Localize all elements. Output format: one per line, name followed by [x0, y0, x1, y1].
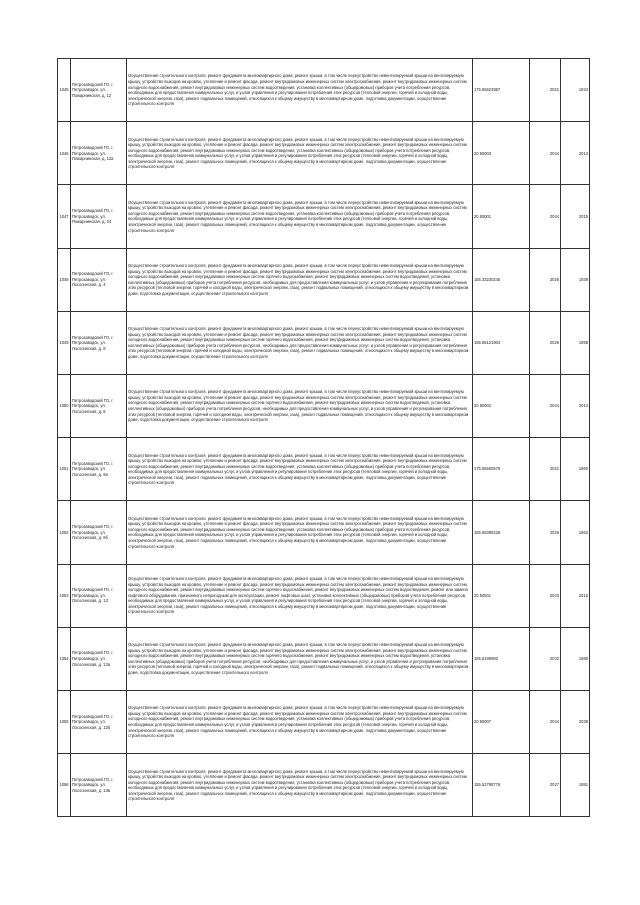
table-body	[58, 59, 590, 817]
row-works: Осуществление строительного контроля, ремонт фундамента многоквартирного дома, ремонт крыши, в том числе переустройство невентилируемой крыши на вентилируемую крышу, устройство выходов на кровлю, утепление и ремонт фасада, ремонт внутридомовых инженерных систем электроснабжения, ремонт внутридомовых инженерных систем холодного водоснабжения, ремонт внутридомовых инженерных систем водоотведения, установка коллективных (общедомовых) приборов учета потребления ресурсов, необходимых для предоставления коммунальных услуг, и узлов управления и регулирования потребления этих ресурсов (тепловой энергии, горячей и холодной воды, электрической энергии, газа), ремонт подвальных помещений, относящихся к общему имуществу в многоквартирном доме, подготовка документации, осуществление строительного контроля	[127, 690, 473, 753]
row-address: Петрозаводский ГО, г. Петрозаводск, ул. Лососинская, д. 9а	[71, 438, 127, 501]
row-works: Осуществление строительного контроля, ремонт фундамента многоквартирного дома, ремонт крыши, в том числе переустройство невентилируемой крыши на вентилируемую крышу, устройство выходов на кровлю, утепление и ремонт фасада, ремонт внутридомовых инженерных систем электроснабжения, ремонт внутридомовых инженерных систем холодного водоснабжения, ремонт внутридомовых инженерных систем горячего водоснабжения, ремонт внутридомовых инженерных систем водоотведения, установка коллективных (общедомовых) приборов учета потребления ресурсов, необходимых для предоставления коммунальных услуг, и узлов управления и регулирования потребления этих ресурсов (тепловой энергии, горячей и холодной воды, электрической энергии, газа), ремонт подвальных помещений, относящихся к общему имуществу в многоквартирном доме, подготовка документации, осуществление строительного контроля	[127, 248, 473, 311]
row-value: 155.5199983	[473, 627, 530, 690]
row-number: 1051	[58, 438, 71, 501]
row-build-year: 2039	[561, 690, 590, 753]
row-plan-year: 2026	[530, 248, 561, 311]
table-row	[58, 564, 590, 627]
row-address: Петрозаводский ГО, г. Петрозаводск, ул. Лососинская, д. 13	[71, 564, 127, 627]
row-number: 1050	[58, 374, 71, 437]
row-address: Петрозаводский ГО, г. Петрозаводск, ул. Лососинская, д. 9	[71, 374, 127, 437]
row-value: 20.50001	[473, 185, 530, 248]
table-row	[58, 59, 590, 122]
row-number: 1053	[58, 564, 71, 627]
row-works: Осуществление строительного контроля, ремонт фундамента многоквартирного дома, ремонт крыши, в том числе переустройство невентилируемой крыши на вентилируемую крышу, устройство выходов на кровлю, утепление и ремонт фасада, ремонт внутридомовых инженерных систем электроснабжения, ремонт внутридомовых инженерных систем холодного водоснабжения, ремонт внутридомовых инженерных систем горячего водоснабжения, ремонт внутридомовых инженерных систем водоотведения, установка коллективных (общедомовых) приборов учета потребления ресурсов, необходимых для предоставления коммунальных услуг, и узлов управления и регулирования потребления этих ресурсов (тепловой энергии, горячей и холодной воды, электрической энергии, газа), ремонт подвальных помещений, относящихся к общему имуществу в многоквартирном доме, подготовка документации, осуществление строительного контроля	[127, 311, 473, 374]
row-address: Петрозаводский ГО, г. Петрозаводск, ул. Лососинская, д. 13б	[71, 690, 127, 753]
row-build-year: 1981	[561, 754, 590, 817]
table-row	[58, 754, 590, 817]
row-value: 155.58398226	[473, 501, 530, 564]
row-address: Петрозаводский ГО, г. Петрозаводск, ул. Лососинская, д. 13а	[71, 627, 127, 690]
row-build-year: 1962	[561, 501, 590, 564]
row-value: 175.55560579	[473, 438, 530, 501]
row-value: 155.33230245	[473, 248, 530, 311]
row-works: Осуществление строительного контроля, ремонт фундамента многоквартирного дома, ремонт крыши, в том числе переустройство невентилируемой крыши на вентилируемую крышу, устройство выходов на кровлю, утепление и ремонт фасада, ремонт внутридомовых инженерных систем электроснабжения, ремонт внутридомовых инженерных систем холодного водоснабжения, ремонт внутридомовых инженерных систем горячего водоснабжения, ремонт внутридомовых инженерных систем водоотведения, установка коллективных (общедомовых) приборов учета потребления ресурсов, необходимых для предоставления коммунальных услуг, и узлов управления и регулирования потребления этих ресурсов (тепловой энергии, горячей и холодной воды, электрической энергии, газа), ремонт подвальных помещений, относящихся к общему имуществу в многоквартирном доме, подготовка документации, осуществление строительного контроля	[127, 374, 473, 437]
row-works: Осуществление строительного контроля, ремонт фундамента многоквартирного дома, ремонт крыши, в том числе переустройство невентилируемой крыши на вентилируемую крышу, устройство выходов на кровлю, утепление и ремонт фасада, ремонт внутридомовых инженерных систем электроснабжения, ремонт внутридомовых инженерных систем холодного водоснабжения, ремонт внутридомовых инженерных систем горячего водоснабжения, ремонт внутридомовых инженерных систем водоотведения, установка коллективных (общедомовых) приборов учета потребления ресурсов, необходимых для предоставления коммунальных услуг, и узлов управления и регулирования потребления этих ресурсов (тепловой энергии, горячей и холодной воды, электрической энергии, газа), ремонт подвальных помещений, относящихся к общему имуществу в многоквартирном доме, подготовка документации, осуществление строительного контроля	[127, 627, 473, 690]
row-value: 155.52798776	[473, 754, 530, 817]
row-value: 20.50007	[473, 690, 530, 753]
row-address: Петрозаводский ГО, г. Петрозаводск, ул. Лососинская, д. 4	[71, 248, 127, 311]
row-build-year: 1960	[561, 438, 590, 501]
row-works: Осуществление строительного контроля, ремонт фундамента многоквартирного дома, ремонт крыши, в том числе переустройство невентилируемой крыши на вентилируемую крышу, устройство выходов на кровлю, утепление и ремонт фасада, ремонт внутридомовых инженерных систем электроснабжения, ремонт внутридомовых инженерных систем холодного водоснабжения, ремонт внутридомовых инженерных систем водоотведения, установка коллективных (общедомовых) приборов учета потребления ресурсов, необходимых для предоставления коммунальных услуг, и узлов управления и регулирования потребления этих ресурсов (тепловой энергии, горячей и холодной воды, электрической энергии, газа), ремонт подвальных помещений, относящихся к общему имуществу в многоквартирном доме, подготовка документации, осуществление строительного контроля	[127, 754, 473, 817]
row-number: 1054	[58, 627, 71, 690]
row-works: Осуществление строительного контроля, ремонт фундамента многоквартирного дома, ремонт крыши, в том числе переустройство невентилируемой крыши на вентилируемую крышу, устройство выходов на кровлю, утепление и ремонт фасада, ремонт внутридомовых инженерных систем электроснабжения, ремонт внутридомовых инженерных систем холодного водоснабжения, ремонт внутридомовых инженерных систем водоотведения, установка коллективных (общедомовых) приборов учета потребления ресурсов, необходимых для предоставления коммунальных услуг, и узлов управления и регулирования потребления этих ресурсов (тепловой энергии, горячей и холодной воды, электрической энергии, газа), ремонт подвальных помещений, относящихся к общему имуществу в многоквартирном доме, подготовка документации, осуществление строительного контроля	[127, 122, 473, 185]
row-plan-year: 2044	[530, 690, 561, 753]
row-plan-year: 2021	[530, 59, 561, 122]
row-build-year: 1939	[561, 248, 590, 311]
row-build-year: 2013	[561, 122, 590, 185]
table-row	[58, 122, 590, 185]
row-address: Петрозаводский ГО, г. Петрозаводск, ул. Лососинская, д. 8	[71, 311, 127, 374]
row-build-year: 1934	[561, 59, 590, 122]
row-number: 1056	[58, 754, 71, 817]
row-number: 1047	[58, 185, 71, 248]
row-build-year: 2015	[561, 564, 590, 627]
row-number: 1052	[58, 501, 71, 564]
table-row	[58, 311, 590, 374]
row-works: Осуществление строительного контроля, ремонт фундамента многоквартирного дома, ремонт крыши, в том числе переустройство невентилируемой крыши на вентилируемую крышу, устройство выходов на кровлю, утепление и ремонт фасада, ремонт внутридомовых инженерных систем электроснабжения, ремонт внутридомовых инженерных систем холодного водоснабжения, ремонт внутридомовых инженерных систем водоотведения, установка коллективных (общедомовых) приборов учета потребления ресурсов, необходимых для предоставления коммунальных услуг, и узлов управления и регулирования потребления этих ресурсов (тепловой энергии, горячей и холодной воды, электрической энергии, газа), ремонт подвальных помещений, относящихся к общему имуществу в многоквартирном доме, подготовка документации, осуществление строительного контроля	[127, 59, 473, 122]
row-number: 1046	[58, 122, 71, 185]
row-address: Петрозаводский ГО, г. Петрозаводск, ул. Лососинская, д. 9б	[71, 501, 127, 564]
table-row	[58, 248, 590, 311]
row-works: Осуществление строительного контроля, ремонт фундамента многоквартирного дома, ремонт крыши, в том числе переустройство невентилируемой крыши на вентилируемую крышу, устройство выходов на кровлю, утепление и ремонт фасада, ремонт внутридомовых инженерных систем электроснабжения, ремонт внутридомовых инженерных систем холодного водоснабжения, ремонт внутридомовых инженерных систем водоотведения, установка коллективных (общедомовых) приборов учета потребления ресурсов, необходимых для предоставления коммунальных услуг, и узлов управления и регулирования потребления этих ресурсов (тепловой энергии, горячей и холодной воды, электрической энергии, газа), ремонт подвальных помещений, относящихся к общему имуществу в многоквартирном доме, подготовка документации, осуществление строительного контроля	[127, 185, 473, 248]
row-number: 1055	[58, 690, 71, 753]
row-build-year: 1958	[561, 311, 590, 374]
row-value: 20.50501	[473, 564, 530, 627]
row-works: Осуществление строительного контроля, ремонт фундамента многоквартирного дома, ремонт крыши, в том числе переустройство невентилируемой крыши на вентилируемую крышу, устройство выходов на кровлю, утепление и ремонт фасада, ремонт внутридомовых инженерных систем электроснабжения, ремонт внутридомовых инженерных систем холодного водоснабжения, ремонт внутридомовых инженерных систем горячего водоснабжения, ремонт внутридомовых инженерных систем водоотведения, ремонт или замена лифтового оборудования, признанного непригодным для эксплуатации, ремонт лифтовых шахт, установка коллективных (общедомовых) приборов учета потребления ресурсов, необходимых для предоставления коммунальных услуг, и узлов управления и регулирования потребления этих ресурсов (тепловой энергии, горячей и холодной воды, электрической энергии, газа), ремонт подвальных помещений, относящихся к общему имуществу в многоквартирном доме, подготовка документации, осуществление строительного контроля	[127, 564, 473, 627]
row-value: 20.50002	[473, 374, 530, 437]
table-row	[58, 501, 590, 564]
row-plan-year: 2044	[530, 185, 561, 248]
row-works: Осуществление строительного контроля, ремонт фундамента многоквартирного дома, ремонт крыши, в том числе переустройство невентилируемой крыши на вентилируемую крышу, устройство выходов на кровлю, утепление и ремонт фасада, ремонт внутридомовых инженерных систем электроснабжения, ремонт внутридомовых инженерных систем холодного водоснабжения, ремонт внутридомовых инженерных систем водоотведения, установка коллективных (общедомовых) приборов учета потребления ресурсов, необходимых для предоставления коммунальных услуг, и узлов управления и регулирования потребления этих ресурсов (тепловой энергии, горячей и холодной воды, электрической энергии, газа), ремонт подвальных помещений, относящихся к общему имуществу в многоквартирном доме, подготовка документации, осуществление строительного контроля	[127, 438, 473, 501]
row-plan-year: 2026	[530, 311, 561, 374]
row-number: 1049	[58, 311, 71, 374]
table-row	[58, 438, 590, 501]
row-address: Петрозаводский ГО, г. Петрозаводск, ул. Лососинская, д. 13в	[71, 754, 127, 817]
repair-program-table	[57, 58, 590, 817]
row-works: Осуществление строительного контроля, ремонт фундамента многоквартирного дома, ремонт крыши, в том числе переустройство невентилируемой крыши на вентилируемую крышу, устройство выходов на кровлю, утепление и ремонт фасада, ремонт внутридомовых инженерных систем электроснабжения, ремонт внутридомовых инженерных систем холодного водоснабжения, ремонт внутридомовых инженерных систем водоотведения, установка коллективных (общедомовых) приборов учета потребления ресурсов, необходимых для предоставления коммунальных услуг, и узлов управления и регулирования потребления этих ресурсов (тепловой энергии, горячей и холодной воды, электрической энергии, газа), ремонт подвальных помещений, относящихся к общему имуществу в многоквартирном доме, подготовка документации, осуществление строительного контроля	[127, 501, 473, 564]
row-value: 155.85121904	[473, 311, 530, 374]
row-plan-year: 2032	[530, 627, 561, 690]
row-plan-year: 2021	[530, 438, 561, 501]
row-address: Петрозаводский ГО, г. Петрозаводск, ул. Пожарнинская, д. 12а	[71, 122, 127, 185]
row-build-year: 2014	[561, 374, 590, 437]
row-value: 20.50003	[473, 122, 530, 185]
table-row	[58, 690, 590, 753]
row-plan-year: 2044	[530, 374, 561, 437]
row-plan-year: 2043	[530, 564, 561, 627]
row-plan-year: 2044	[530, 122, 561, 185]
row-address: Петрозаводский ГО, г. Петрозаводск, ул. Пожарнинская, д. 24	[71, 185, 127, 248]
table-row	[58, 627, 590, 690]
table-row	[58, 185, 590, 248]
row-number: 1048	[58, 248, 71, 311]
row-build-year: 2015	[561, 185, 590, 248]
table-row	[58, 374, 590, 437]
row-address: Петрозаводский ГО, г. Петрозаводск, ул. Пожарнинская, д. 12	[71, 59, 127, 122]
row-plan-year: 2027	[530, 754, 561, 817]
row-number: 1045	[58, 59, 71, 122]
row-plan-year: 2026	[530, 501, 561, 564]
row-value: 175.55624987	[473, 59, 530, 122]
row-build-year: 1980	[561, 627, 590, 690]
